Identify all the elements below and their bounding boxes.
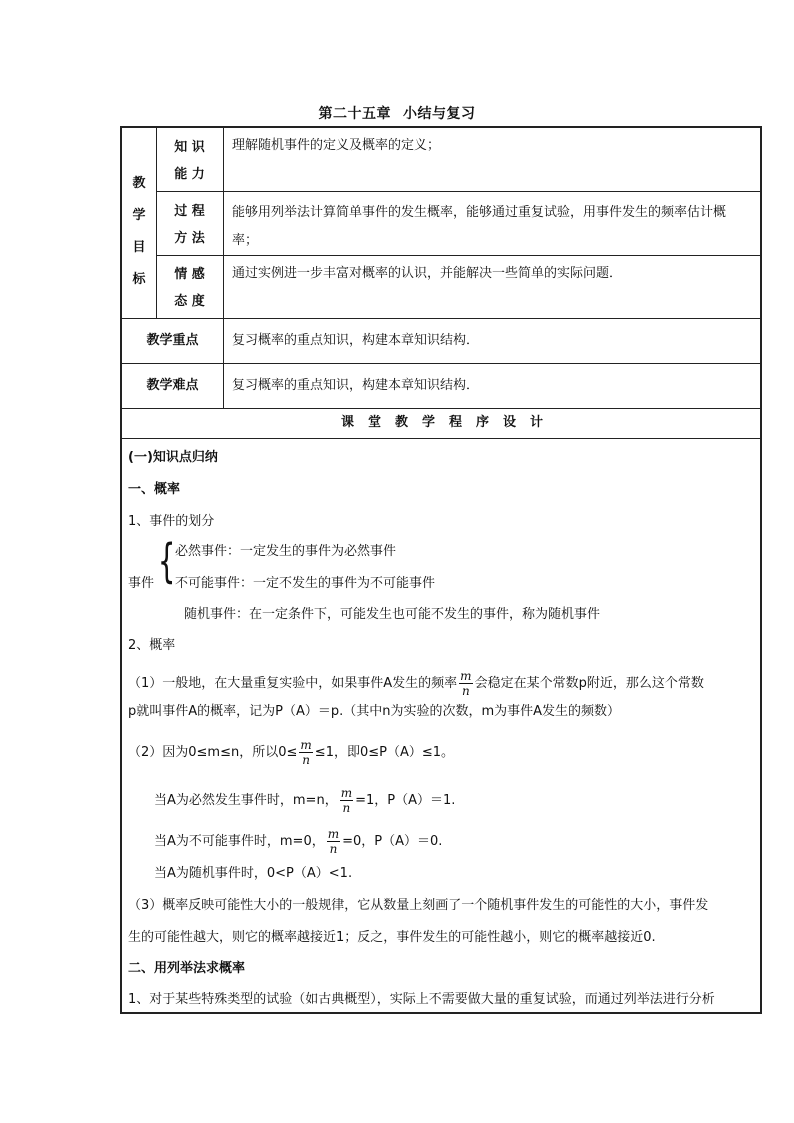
case2-part-a: 当A为不可能事件时，m=0，	[154, 834, 325, 849]
frac-den: n	[302, 753, 310, 767]
p2-part-a: （2）因为0≤m≤n，所以0≤	[128, 745, 298, 760]
case-certain	[154, 786, 455, 815]
event-certain: 必然事件：一定发生的事件为必然事件	[175, 544, 397, 559]
chapter-topic: 小结与复习	[403, 106, 476, 122]
prob-def-line2: p就叫事件A的概率，记为P（A）＝p.（其中n为实验的次数，m为事件A发生的频数）	[128, 704, 621, 719]
group-char-3: 目	[132, 240, 146, 255]
objective-label-attitude	[156, 261, 223, 315]
label-line1: 知 识	[174, 140, 205, 155]
frac-num: m	[300, 738, 312, 752]
page-title	[0, 103, 794, 123]
objective-text-knowledge: 理解随机事件的定义及概率的定义；	[232, 138, 441, 153]
lesson-plan-table	[120, 126, 762, 1014]
part1-heading: 一、概率	[128, 482, 181, 497]
prob-def-line1	[128, 669, 704, 698]
label-line1: 情 感	[174, 267, 205, 282]
divider-h6	[122, 438, 762, 439]
label-line2: 态 度	[174, 294, 205, 309]
label-line2: 能 力	[174, 167, 205, 182]
p1-part-a: （1）一般地，在大量重复实验中，如果事件A发生的频率	[128, 676, 458, 691]
difficulty-text: 复习概率的重点知识，构建本章知识结构．	[232, 378, 480, 393]
divider-h1	[156, 191, 762, 192]
prob-meaning-line2: 生的可能性越大，则它的概率越接近1；反之，事件发生的可能性越小，则它的概率越接近0.	[128, 930, 656, 945]
frac-num: m	[327, 827, 340, 841]
item1: 1、事件的划分	[128, 514, 215, 529]
case2-part-b: =0，P（A）＝0.	[342, 834, 443, 849]
objectives-group-label	[122, 168, 156, 296]
group-char-1: 教	[132, 176, 146, 191]
text-line1: 能够用列举法计算简单事件的发生概率，能够通过重复试验，用事件发生的频率估计概	[232, 205, 727, 220]
fraction-m-over-n	[327, 827, 340, 856]
label-line1: 过 程	[174, 204, 205, 219]
group-char-2: 学	[132, 208, 146, 223]
fraction-m-over-n	[299, 738, 312, 767]
chapter-title: 第二十五章	[318, 106, 391, 122]
part2-item1: 1、对于某些特殊类型的试验（如古典概型），实际上不需要做大量的重复试验，而通过列举法进行分析	[128, 992, 715, 1007]
section-heading: (一)知识点归纳	[128, 450, 218, 465]
objective-label-process	[156, 198, 223, 252]
case-random: 当A为随机事件时，0<P（A）<1.	[154, 866, 353, 881]
p1-part-b: 会稳定在某个常数p附近，那么这个常数	[474, 676, 704, 691]
divider-h4	[122, 363, 762, 364]
fraction-m-over-n	[340, 786, 353, 815]
objective-text-attitude: 通过实例进一步丰富对概率的认识，并能解决一些简单的实际问题．	[232, 266, 623, 281]
event-random: 随机事件：在一定条件下，可能发生也可能不发生的事件，称为随机事件	[184, 607, 601, 622]
event-impossible: 不可能事件：一定不发生的事件为不可能事件	[175, 576, 436, 591]
divider-h2	[156, 255, 762, 256]
frac-num: m	[460, 669, 472, 683]
case-impossible	[154, 827, 442, 856]
frac-num: m	[340, 786, 353, 800]
divider-h5	[122, 408, 762, 409]
part2-heading: 二、用列举法求概率	[128, 961, 246, 976]
event-label: 事件	[128, 576, 155, 591]
case1-part-b: =1，P（A）＝1.	[355, 793, 456, 808]
key-point-label: 教学重点	[146, 333, 199, 348]
difficulty-label: 教学难点	[146, 378, 199, 393]
divider-h3	[122, 318, 762, 319]
objective-text-process	[232, 199, 757, 255]
frac-den: n	[462, 684, 470, 698]
label-line2: 方 法	[174, 231, 205, 246]
objective-label-knowledge	[156, 134, 223, 188]
fraction-m-over-n	[459, 669, 472, 698]
design-header: 课堂教学程序设计	[340, 415, 557, 430]
brace-icon: {	[157, 534, 176, 588]
item2: 2、概率	[128, 638, 176, 653]
frac-den: n	[329, 842, 338, 856]
divider-v2	[223, 128, 224, 408]
prob-meaning-line1: （3）概率反映可能性大小的一般规律，它从数量上刻画了一个随机事件发生的可能性的大小，事件发	[128, 898, 709, 913]
frac-den: n	[342, 801, 351, 815]
text-line2: 率；	[232, 233, 259, 248]
case1-part-a: 当A为必然发生事件时，m=n，	[154, 793, 338, 808]
prob-range	[128, 738, 454, 767]
group-char-4: 标	[132, 272, 146, 287]
p2-part-b: ≤1，即0≤P（A）≤1。	[314, 745, 455, 760]
key-point-text: 复习概率的重点知识，构建本章知识结构．	[232, 333, 480, 348]
